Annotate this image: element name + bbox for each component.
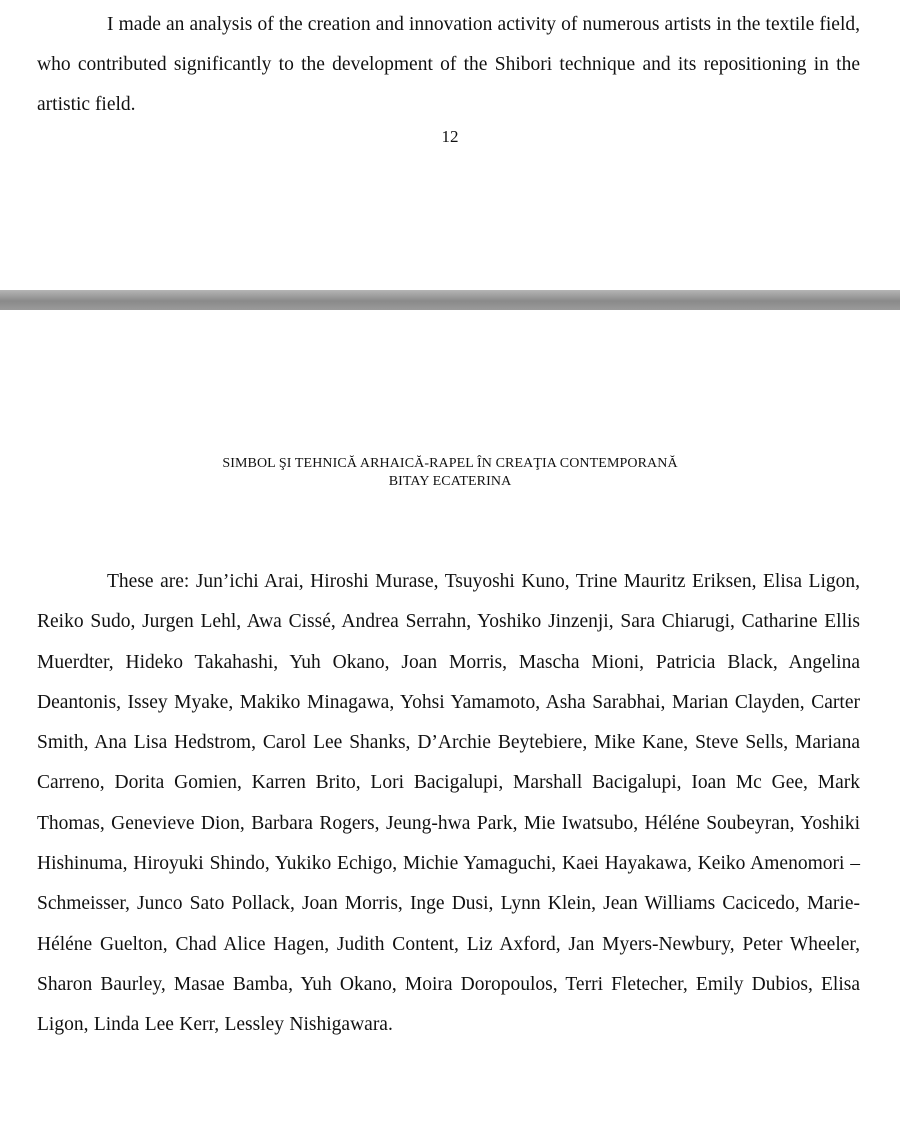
header-author: BITAY ECATERINA [388, 474, 512, 489]
artists-paragraph: These are: Jun’ichi Arai, Hiroshi Murase, Tsuyoshi Kuno, Trine Mauritz Eriksen, Elisa Ligon, Reiko Sudo, Jurgen Lehl, Awa Cissé, Andrea Serrahn, Yoshiko Jinzenji, Sara Chiarugi, Catharine Ellis Muerdter, Hideko Takahashi, Yuh Okano, Joan Morris, Mascha Mioni, Patricia Black, Angelina Deantonis, Issey Myake, Makiko Minagawa, Yohsi Yamamoto, Asha Sarabhai, Marian Clayden, Carter Smith, Ana Lisa Hedstrom, Carol Lee Shanks, D’Archie Beytebiere, Mike Kane, Steve Sells, Mariana Carreno, Dorita Gomien, Karren Brito, Lori Bacigalupi, Marshall Bacigalupi, Ioan Mc Gee, Mark Thomas, Genevieve Dion, Barbara Rogers, Jeung-hwa Park, Mie Iwatsubo, Héléne Soubeyran, Yoshiki Hishinuma, Hiroyuki Shindo, Yukiko Echigo, Michie Yamaguchi, Kaei Hayakawa, Keiko Amenomori – Schmeisser, Junco Sato Pollack, Joan Morris, Inge Dusi, Lynn Klein, Jean Williams Cacicedo, Marie-Héléne Guelton, Chad Alice Hagen, Judith Content, Liz Axford, Jan Myers-Newbury, Peter Wheeler, Sharon Baurley, Masae Bamba, Yuh Okano, Moira Doropoulos, Terri Fletecher, Emily Dubios, Elisa Ligon, Linda Lee Kerr, Lessley Nishigawara. [37, 571, 860, 1036]
header-title: SIMBOL ŞI TEHNICĂ ARHAICĂ-RAPEL ÎN CREAŢIA CONTEMPORANĂ [222, 456, 678, 471]
body-paragraph: I made an analysis of the creation and innovation activity of numerous artists in the textile field, who contributed significantly to the development of the Shibori technique and its repositioning in the artistic field. [37, 14, 860, 115]
running-header [0, 455, 900, 491]
document-page-bottom [0, 310, 900, 1139]
page-separator [0, 290, 900, 310]
page-number: 12 [441, 127, 459, 146]
document-page-top [0, 0, 900, 290]
